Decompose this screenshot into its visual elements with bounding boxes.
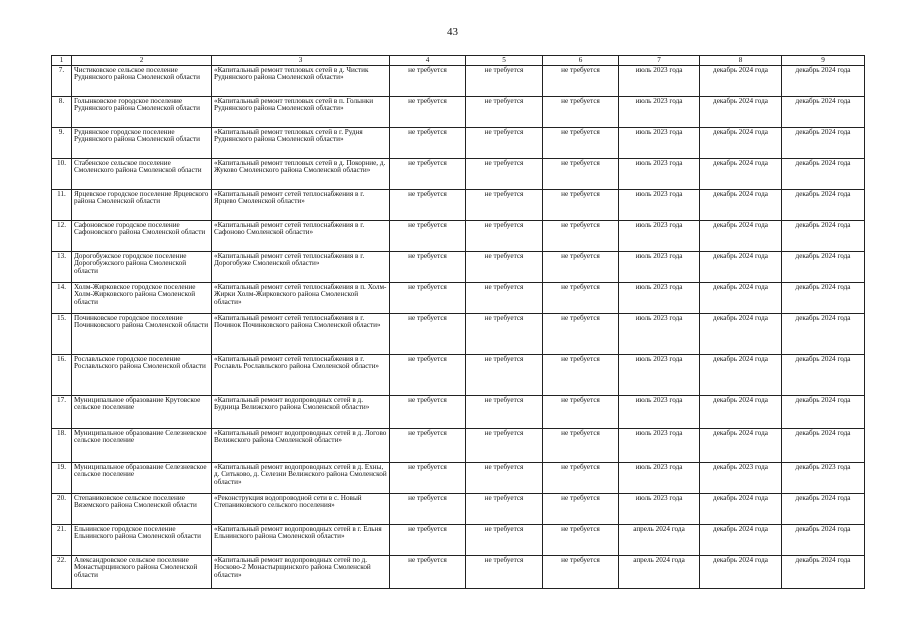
col-header: 9 (782, 56, 865, 66)
row-number: 11. (52, 190, 72, 221)
work-description: «Капитальный ремонт водопроводных сетей в д. Будница Велижского района Смоленской области» (212, 396, 390, 429)
cell-col4: не требуется (390, 355, 466, 396)
col-header: 5 (466, 56, 543, 66)
work-description: «Капитальный ремонт тепловых сетей в г. Рудня Руднянского района Смоленской области» (212, 128, 390, 159)
start-date: июль 2023 года (619, 159, 700, 190)
work-description: «Капитальный ремонт сетей теплоснабжения в г. Дорогобуже Смоленской области» (212, 252, 390, 283)
table-row (52, 494, 865, 525)
cell-col4: не требуется (390, 190, 466, 221)
cell-col6: не требуется (543, 159, 619, 190)
cell-col4: не требуется (390, 556, 466, 589)
cell-col6: не требуется (543, 355, 619, 396)
cell-col5: не требуется (466, 463, 543, 494)
row-number: 21. (52, 525, 72, 556)
table-row (52, 355, 865, 396)
cell-col4: не требуется (390, 128, 466, 159)
cell-col6: не требуется (543, 283, 619, 314)
row-number: 12. (52, 221, 72, 252)
end-date: декабрь 2024 года (700, 525, 782, 556)
work-description: «Капитальный ремонт водопроводных сетей по д. Носково-2 Монастырщинского района Смоленской области» (212, 556, 390, 589)
cell-col5: не требуется (466, 283, 543, 314)
end-date: декабрь 2024 года (700, 283, 782, 314)
cell-col6: не требуется (543, 396, 619, 429)
table-row (52, 463, 865, 494)
cell-col5: не требуется (466, 128, 543, 159)
cell-col6: не требуется (543, 252, 619, 283)
municipality-name: Ярцевское городское поселение Ярцевского района Смоленской области (72, 190, 212, 221)
start-date: апрель 2024 года (619, 525, 700, 556)
cell-col4: не требуется (390, 396, 466, 429)
completion-date: декабрь 2024 года (782, 221, 865, 252)
work-description: «Капитальный ремонт сетей теплоснабжения в г. Починок Починковского района Смоленской области» (212, 314, 390, 355)
cell-col4: не требуется (390, 221, 466, 252)
col-header: 4 (390, 56, 466, 66)
cell-col5: не требуется (466, 314, 543, 355)
end-date: декабрь 2024 года (700, 396, 782, 429)
end-date: декабрь 2024 года (700, 355, 782, 396)
cell-col4: не требуется (390, 97, 466, 128)
cell-col6: не требуется (543, 128, 619, 159)
completion-date: декабрь 2024 года (782, 525, 865, 556)
cell-col4: не требуется (390, 525, 466, 556)
cell-col5: не требуется (466, 159, 543, 190)
row-number: 22. (52, 556, 72, 589)
row-number: 9. (52, 128, 72, 159)
work-description: «Капитальный ремонт тепловых сетей в п. Голынки Руднянского района Смоленской области» (212, 97, 390, 128)
completion-date: декабрь 2024 года (782, 283, 865, 314)
table-row (52, 525, 865, 556)
municipality-name: Стабенское сельское поселение Смоленского района Смоленской области (72, 159, 212, 190)
cell-col4: не требуется (390, 494, 466, 525)
completion-date: декабрь 2024 года (782, 396, 865, 429)
municipality-name: Голынковское городское поселение Руднянского района Смоленской области (72, 97, 212, 128)
cell-col5: не требуется (466, 494, 543, 525)
row-number: 19. (52, 463, 72, 494)
row-number: 10. (52, 159, 72, 190)
municipality-name: Александровское сельское поселение Монастырщинского района Смоленской области (72, 556, 212, 589)
municipality-name: Сафоновское городское поселение Сафоновского района Смоленской области (72, 221, 212, 252)
row-number: 18. (52, 429, 72, 463)
table-row (52, 314, 865, 355)
work-description: «Капитальный ремонт сетей теплоснабжения в г. Рославль Рославльского района Смоленской области» (212, 355, 390, 396)
cell-col4: не требуется (390, 314, 466, 355)
municipality-name: Степаниковское сельское поселение Вяземского района Смоленской области (72, 494, 212, 525)
cell-col6: не требуется (543, 429, 619, 463)
cell-col4: не требуется (390, 66, 466, 97)
table-body (52, 66, 865, 589)
completion-date: декабрь 2024 года (782, 66, 865, 97)
work-description: «Капитальный ремонт водопроводных сетей в д. Логово Велижского района Смоленской области» (212, 429, 390, 463)
municipality-name: Руднянское городское поселение Руднянского района Смоленской области (72, 128, 212, 159)
cell-col6: не требуется (543, 97, 619, 128)
completion-date: декабрь 2024 года (782, 494, 865, 525)
cell-col6: не требуется (543, 314, 619, 355)
completion-date: декабрь 2024 года (782, 252, 865, 283)
start-date: июль 2023 года (619, 355, 700, 396)
start-date: июль 2023 года (619, 429, 700, 463)
table-row (52, 396, 865, 429)
municipality-name: Чистиковское сельское поселение Руднянского района Смоленской области (72, 66, 212, 97)
start-date: июль 2023 года (619, 128, 700, 159)
completion-date: декабрь 2024 года (782, 556, 865, 589)
cell-col6: не требуется (543, 556, 619, 589)
col-header: 3 (212, 56, 390, 66)
completion-date: декабрь 2024 года (782, 128, 865, 159)
start-date: июль 2023 года (619, 221, 700, 252)
municipality-name: Муниципальное образование Селезневское сельское поселение (72, 429, 212, 463)
header-row (52, 56, 865, 66)
start-date: апрель 2024 года (619, 556, 700, 589)
work-description: «Капитальный ремонт тепловых сетей в д. Чистик Руднянского района Смоленской области» (212, 66, 390, 97)
row-number: 20. (52, 494, 72, 525)
row-number: 7. (52, 66, 72, 97)
cell-col6: не требуется (543, 66, 619, 97)
completion-date: декабрь 2024 года (782, 429, 865, 463)
end-date: декабрь 2024 года (700, 494, 782, 525)
cell-col6: не требуется (543, 494, 619, 525)
col-header: 8 (700, 56, 782, 66)
end-date: декабрь 2024 года (700, 221, 782, 252)
cell-col5: не требуется (466, 396, 543, 429)
municipality-name: Холм-Жирковское городское поселение Холм-Жирковского района Смоленской области (72, 283, 212, 314)
work-description: «Капитальный ремонт сетей теплоснабжения в г. Сафоново Смоленской области» (212, 221, 390, 252)
table-row (52, 97, 865, 128)
start-date: июль 2023 года (619, 463, 700, 494)
cell-col6: не требуется (543, 221, 619, 252)
work-description: «Капитальный ремонт сетей теплоснабжения в г. Ярцево Смоленской области» (212, 190, 390, 221)
municipality-name: Рославльское городское поселение Рославльского района Смоленской области (72, 355, 212, 396)
completion-date: декабрь 2024 года (782, 190, 865, 221)
table-row (52, 128, 865, 159)
end-date: декабрь 2024 года (700, 190, 782, 221)
work-description: «Капитальный ремонт водопроводных сетей в д. Ехны, д. Ситьково, д. Селезни Велижского района Смоленской области» (212, 463, 390, 494)
cell-col5: не требуется (466, 525, 543, 556)
cell-col4: не требуется (390, 252, 466, 283)
work-description: «Капитальный ремонт водопроводных сетей в г. Ельня Ельнинского района Смоленской области» (212, 525, 390, 556)
cell-col5: не требуется (466, 66, 543, 97)
cell-col5: не требуется (466, 252, 543, 283)
end-date: декабрь 2024 года (700, 128, 782, 159)
start-date: июль 2023 года (619, 252, 700, 283)
cell-col4: не требуется (390, 429, 466, 463)
row-number: 16. (52, 355, 72, 396)
end-date: декабрь 2023 года (700, 463, 782, 494)
end-date: декабрь 2024 года (700, 66, 782, 97)
municipality-name: Муниципальное образование Крутовское сельское поселение (72, 396, 212, 429)
row-number: 17. (52, 396, 72, 429)
col-header: 1 (52, 56, 72, 66)
cell-col5: не требуется (466, 355, 543, 396)
cell-col4: не требуется (390, 283, 466, 314)
completion-date: декабрь 2024 года (782, 159, 865, 190)
municipality-name: Починковское городское поселение Починковского района Смоленской области (72, 314, 212, 355)
municipality-name: Дорогобужское городское поселение Дорогобужского района Смоленской области (72, 252, 212, 283)
cell-col5: не требуется (466, 556, 543, 589)
start-date: июль 2023 года (619, 494, 700, 525)
completion-date: декабрь 2023 года (782, 463, 865, 494)
table-row (52, 283, 865, 314)
cell-col4: не требуется (390, 463, 466, 494)
end-date: декабрь 2024 года (700, 159, 782, 190)
start-date: июль 2023 года (619, 396, 700, 429)
completion-date: декабрь 2024 года (782, 97, 865, 128)
cell-col5: не требуется (466, 429, 543, 463)
work-description: «Реконструкция водопроводной сети в с. Новый Степаниковского сельского поселения» (212, 494, 390, 525)
table-row (52, 556, 865, 589)
municipality-name: Муниципальное образование Селезневское сельское поселение (72, 463, 212, 494)
col-header: 6 (543, 56, 619, 66)
start-date: июль 2023 года (619, 314, 700, 355)
work-description: «Капитальный ремонт тепловых сетей в д. Покорние, д. Жуково Смоленского района Смоленской области» (212, 159, 390, 190)
completion-date: декабрь 2024 года (782, 314, 865, 355)
start-date: июль 2023 года (619, 190, 700, 221)
cell-col5: не требуется (466, 190, 543, 221)
table-row (52, 190, 865, 221)
end-date: декабрь 2024 года (700, 556, 782, 589)
start-date: июль 2023 года (619, 97, 700, 128)
cell-col5: не требуется (466, 221, 543, 252)
row-number: 15. (52, 314, 72, 355)
end-date: декабрь 2024 года (700, 314, 782, 355)
row-number: 14. (52, 283, 72, 314)
table-row (52, 66, 865, 97)
work-description: «Капитальный ремонт сетей теплоснабжения в п. Холм-Жирки Холм-Жирковского района Смоленской области» (212, 283, 390, 314)
start-date: июль 2023 года (619, 66, 700, 97)
table-row (52, 159, 865, 190)
completion-date: декабрь 2024 года (782, 355, 865, 396)
cell-col4: не требуется (390, 159, 466, 190)
col-header: 2 (72, 56, 212, 66)
page-number: 43 (447, 26, 458, 38)
row-number: 8. (52, 97, 72, 128)
row-number: 13. (52, 252, 72, 283)
cell-col6: не требуется (543, 190, 619, 221)
cell-col6: не требуется (543, 525, 619, 556)
cell-col6: не требуется (543, 463, 619, 494)
start-date: июль 2023 года (619, 283, 700, 314)
table-row (52, 252, 865, 283)
end-date: декабрь 2024 года (700, 252, 782, 283)
cell-col5: не требуется (466, 97, 543, 128)
col-header: 7 (619, 56, 700, 66)
table-row (52, 221, 865, 252)
schedule-table (51, 55, 865, 589)
table-row (52, 429, 865, 463)
end-date: декабрь 2024 года (700, 97, 782, 128)
municipality-name: Ельнинское городское поселение Ельнинского района Смоленской области (72, 525, 212, 556)
end-date: декабрь 2024 года (700, 429, 782, 463)
